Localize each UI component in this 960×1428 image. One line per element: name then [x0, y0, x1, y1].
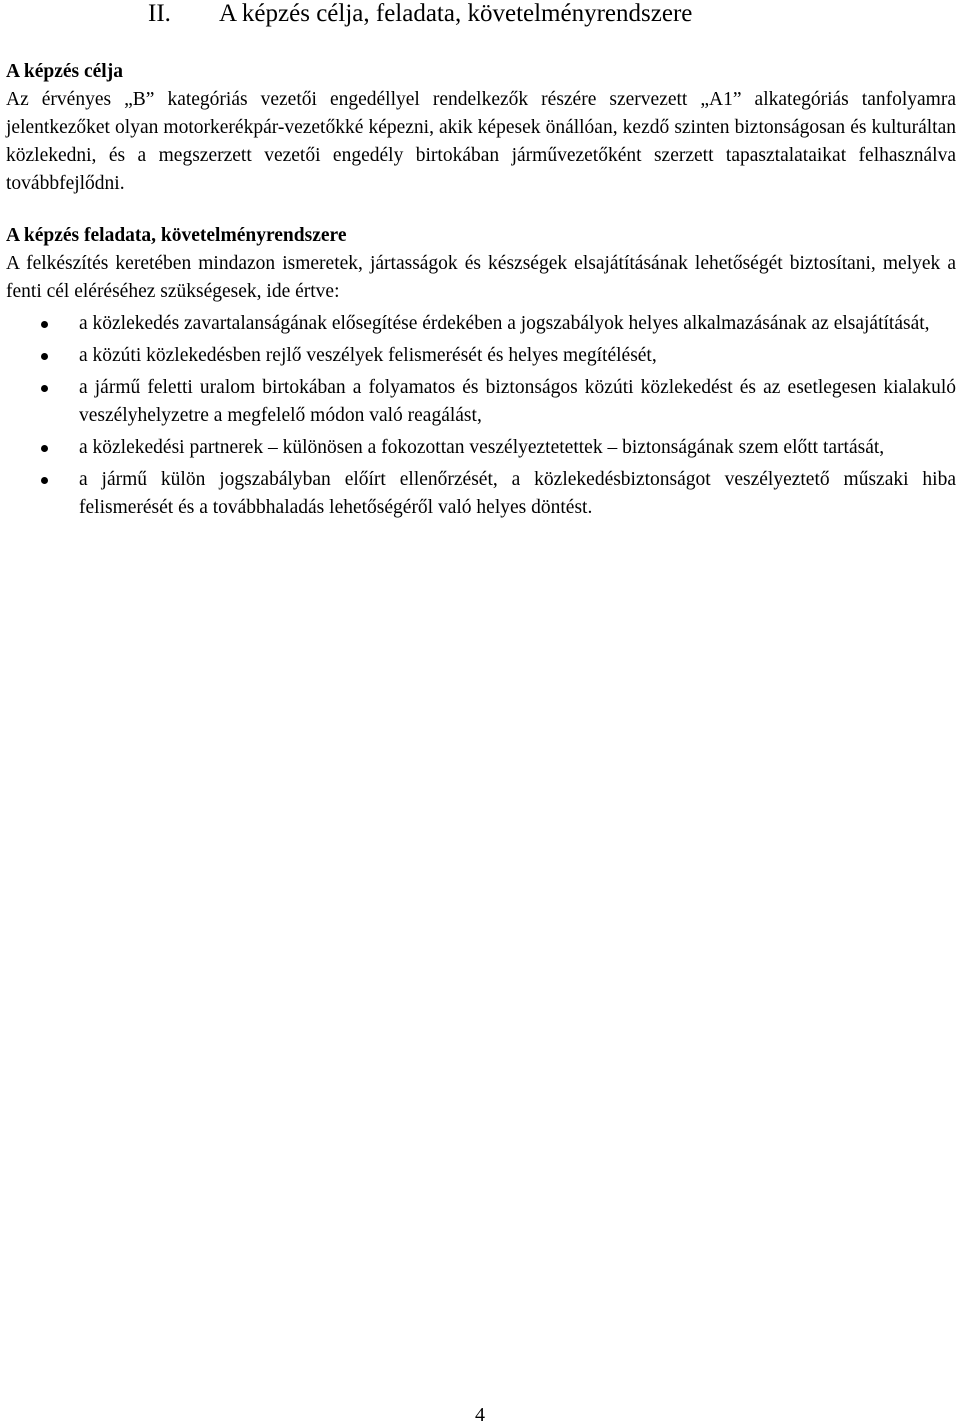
list-item-text: a jármű feletti uralom birtokában a folyamatos és biztonságos közúti közlekedést és az esetlegesen kialakuló veszélyhelyzetre a megfelelő módon való reagálást, — [79, 377, 956, 426]
bullet-icon — [41, 353, 48, 360]
bullet-icon — [41, 321, 48, 328]
section-paragraph-goal: Az érvényes „B” kategóriás vezetői engedéllyel rendelkezők részére szervezett „A1” alkategóriás tanfolyamra jelentkezőket olyan motorkerékpár-vezetőkké képezni, akik képesek önállóan, kezdő szinten biztonságosan és kulturáltan közlekedni, és a megszerzett vezetői engedély birtokában járművezetőként szerzett tapasztalataikat felhasználva továbbfejlődni. — [6, 89, 956, 194]
list-item — [6, 374, 956, 430]
bullet-icon — [41, 445, 48, 452]
list-item-text: a jármű külön jogszabályban előírt ellenőrzését, a közlekedésbiztonságot veszélyeztető műszaki hiba felismerését és a továbbhaladás lehetőségéről való helyes döntést. — [79, 469, 956, 518]
chapter-number: II. — [148, 0, 171, 27]
list-item — [6, 434, 956, 462]
list-item — [6, 310, 956, 338]
page-number: 4 — [475, 1404, 485, 1426]
section-heading-task: A képzés feladata, követelményrendszere — [6, 225, 347, 246]
list-item-text: a közlekedési partnerek – különösen a fokozottan veszélyeztetettek – biztonságának szem előtt tartását, — [79, 437, 885, 458]
section-heading-goal: A képzés célja — [6, 61, 123, 82]
requirements-list — [6, 310, 956, 522]
document-page — [6, 0, 956, 526]
list-item-text: a közúti közlekedésben rejlő veszélyek felismerését és helyes megítélését, — [79, 345, 657, 366]
bullet-icon — [41, 477, 48, 484]
list-item-text: a közlekedés zavartalanságának elősegítése érdekében a jogszabályok helyes alkalmazásának az elsajátítását, — [79, 313, 930, 334]
bullet-icon — [41, 385, 48, 392]
chapter-title: A képzés célja, feladata, követelményrendszere — [219, 0, 693, 27]
chapter-heading — [6, 0, 956, 28]
list-item — [6, 342, 956, 370]
list-item — [6, 466, 956, 522]
section-paragraph-task-intro: A felkészítés keretében mindazon ismeretek, jártasságok és készségek elsajátításának lehetőségét biztosítani, melyek a fenti cél eléréséhez szükségesek, ide értve: — [6, 253, 956, 302]
